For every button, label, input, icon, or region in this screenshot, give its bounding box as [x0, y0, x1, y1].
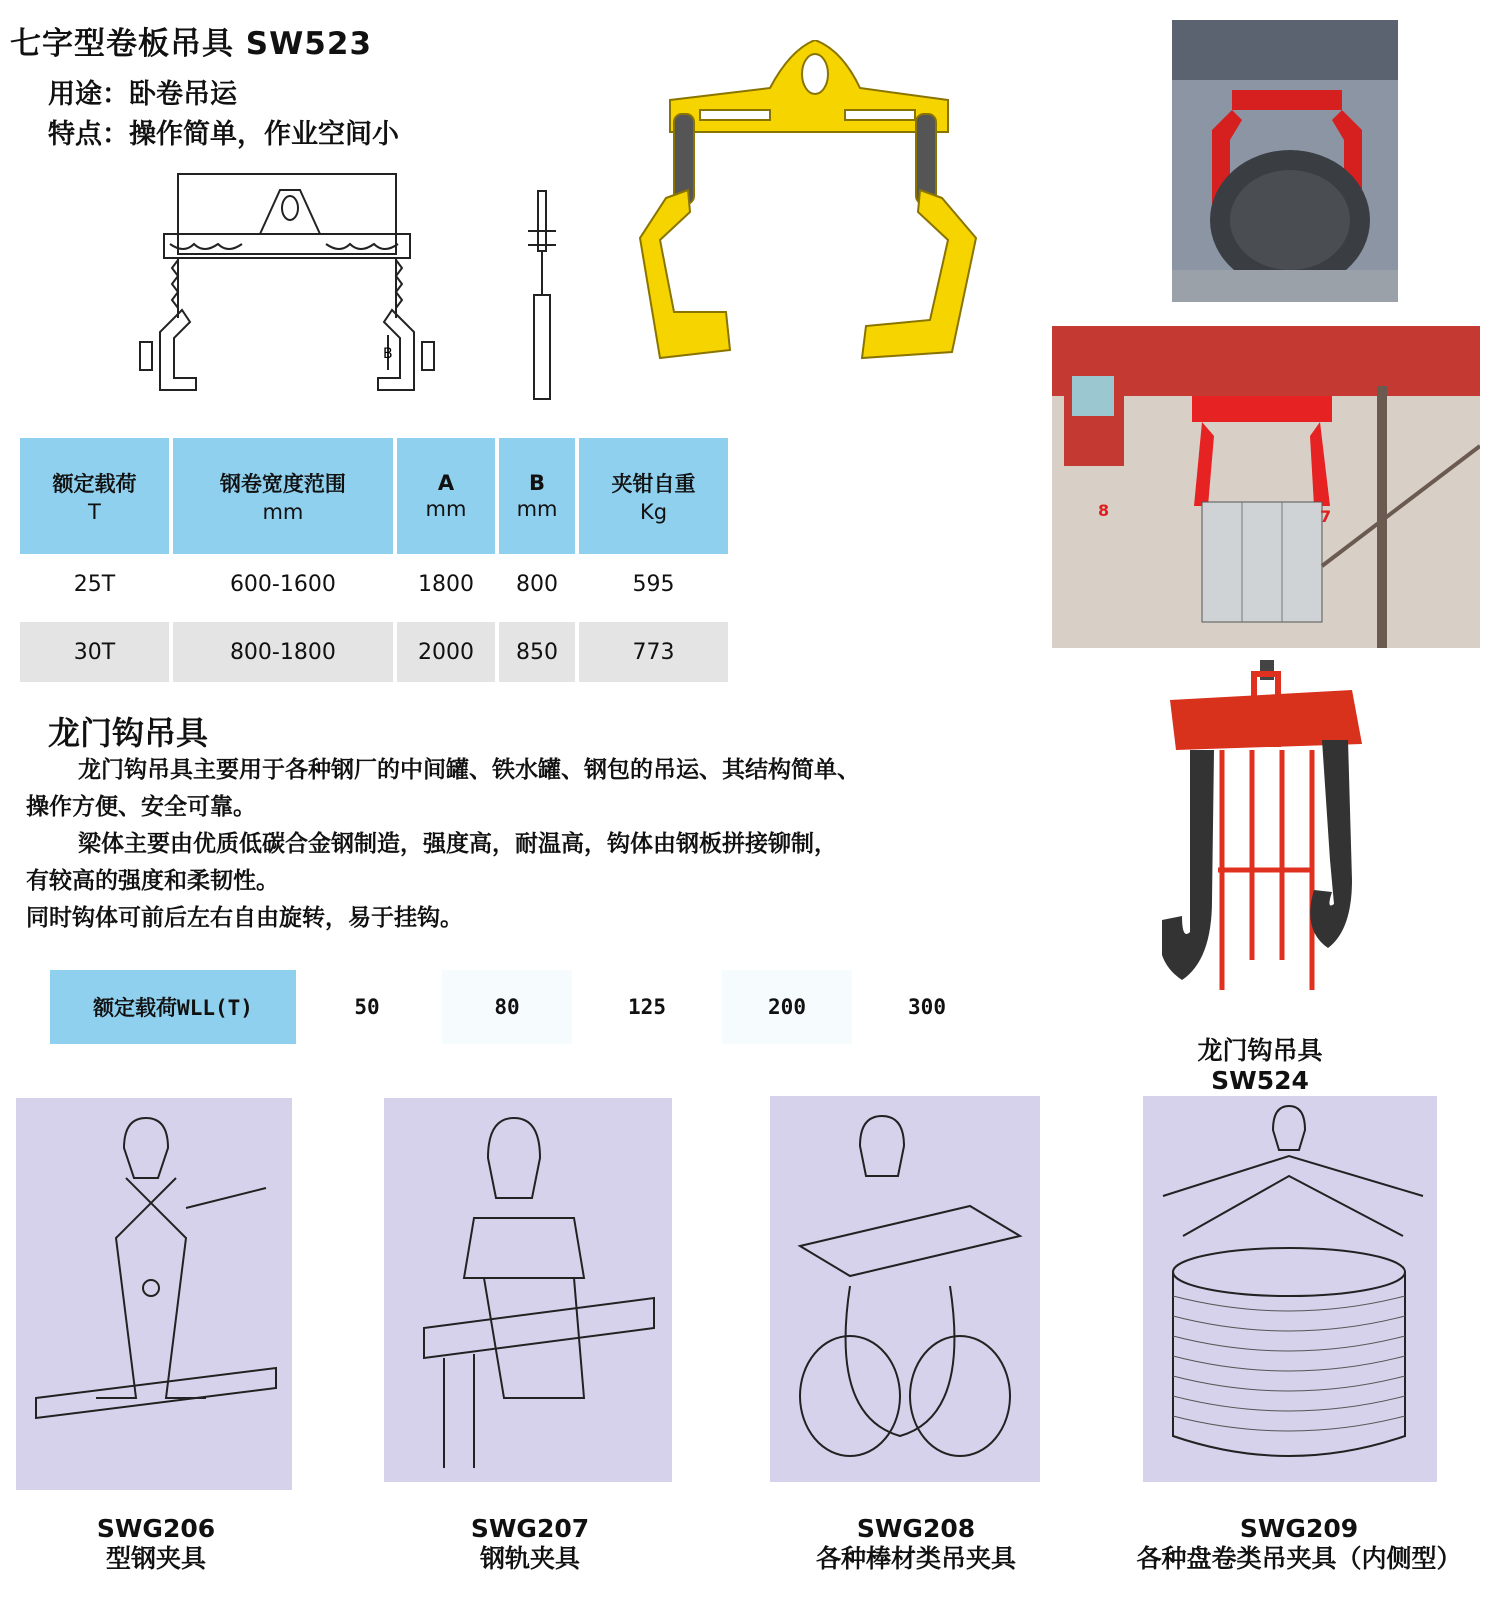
- product-code: SWG209: [1239, 1514, 1359, 1543]
- wll-label: 额定载荷WLL(T): [50, 970, 296, 1044]
- header-coil-width: 钢卷宽度范围 mm: [173, 438, 393, 554]
- usage-text: 用途：卧卷吊运: [48, 79, 237, 110]
- product-name: 型钢夹具: [105, 1544, 206, 1573]
- table-cell: 773: [579, 622, 728, 682]
- table-cell: 30T: [20, 622, 169, 682]
- yellow-coil-clamp-image: [630, 40, 990, 370]
- hook-caption: 龙门钩吊具SW524: [1197, 1036, 1323, 1095]
- product-name: 各种棒材类吊夹具: [815, 1544, 1016, 1573]
- paragraph-2: 梁体主要由优质低碳合金钢制造，强度高，耐温高，钩体由钢板拼接铆制，: [78, 831, 837, 857]
- paragraph-3: 同时钩体可前后左右自由旋转，易于挂钩。: [26, 905, 463, 931]
- structural-steel-clamp-illustration: [16, 1098, 292, 1490]
- product-caption-swg208: [766, 1514, 1066, 1574]
- paragraph-1: 龙门钩吊具主要用于各种钢厂的中间罐、铁水罐、钢包的吊运、其结构简单、: [78, 757, 860, 783]
- header-b: B mm: [499, 438, 575, 554]
- wll-value-200: 200: [722, 970, 852, 1044]
- table-cell: 1800: [397, 554, 495, 614]
- photo-marker-7: 7: [1320, 507, 1332, 526]
- paragraph-1-cont: 操作方便、安全可靠。: [26, 794, 256, 820]
- header-rated-load: 额定载荷 T: [20, 438, 169, 554]
- table-cell: 600-1600: [173, 554, 393, 614]
- table-cell: 2000: [397, 622, 495, 682]
- product-caption-swg207: [430, 1514, 630, 1574]
- product-code: SWG206: [96, 1514, 216, 1543]
- table-cell: 800: [499, 554, 575, 614]
- product-name: 各种盘卷类吊夹具（内侧型）: [1136, 1544, 1462, 1573]
- wll-value-50: 50: [302, 970, 432, 1044]
- wll-value-300: 300: [862, 970, 992, 1044]
- paragraph-2-cont: 有较高的强度和柔韧性。: [26, 868, 279, 894]
- product-panel-swg206: [16, 1098, 292, 1490]
- product-code: SWG207: [470, 1514, 590, 1543]
- side-view-drawing: [520, 185, 570, 405]
- table-cell: 595: [579, 554, 728, 614]
- header-clamp-weight: 夹钳自重 Kg: [579, 438, 728, 554]
- coil-lifting-photo-1: [1172, 20, 1398, 302]
- row-spacer: [20, 614, 728, 622]
- product-panel-swg207: [384, 1098, 672, 1482]
- header-a: A mm: [397, 438, 495, 554]
- product-name: 钢轨夹具: [479, 1544, 580, 1573]
- product-caption-swg206: [56, 1514, 256, 1574]
- coil-lifting-photo-2: [1052, 326, 1480, 648]
- product-panel-swg209: [1143, 1096, 1437, 1482]
- table-row: [20, 622, 728, 682]
- feature-text: 特点：操作简单，作业空间小: [48, 119, 399, 150]
- wll-value-80: 80: [442, 970, 572, 1044]
- page-title: 七字型卷板吊具 SW523: [10, 26, 373, 62]
- rail-clamp-illustration: [384, 1098, 672, 1482]
- bar-clamp-illustration: [770, 1096, 1040, 1482]
- spec-table: [16, 438, 732, 682]
- gantry-hook-image: [1162, 660, 1382, 1010]
- table-cell: 25T: [20, 554, 169, 614]
- front-view-drawing: [130, 160, 450, 400]
- photo-marker-8: 8: [1098, 501, 1110, 520]
- section2-title: 龙门钩吊具: [48, 714, 209, 752]
- product-code: SWG208: [856, 1514, 976, 1543]
- dimension-b-label: B: [383, 346, 393, 362]
- table-cell: 800-1800: [173, 622, 393, 682]
- wire-coil-clamp-illustration: [1143, 1096, 1437, 1482]
- wll-value-125: 125: [582, 970, 712, 1044]
- table-row: [20, 554, 728, 614]
- product-panel-swg208: [770, 1096, 1040, 1482]
- table-cell: 850: [499, 622, 575, 682]
- product-caption-swg209: [1104, 1514, 1494, 1574]
